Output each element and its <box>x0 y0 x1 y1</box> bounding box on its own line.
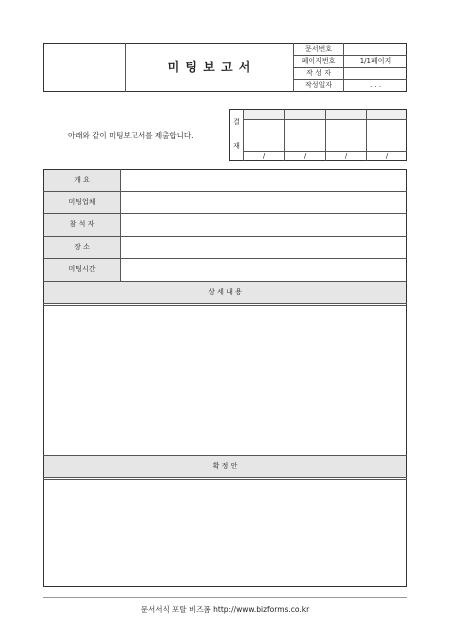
meta-label-page-number: 페이지번호 <box>301 57 336 65</box>
page-title: 미 팅 보 고 서 <box>167 60 252 74</box>
meta-value-page-number: 1/1페이지 <box>359 57 392 65</box>
field-label-company: 미팅업체 <box>68 198 96 206</box>
details-body[interactable] <box>48 310 402 450</box>
details-section-title: 상 세 내 용 <box>208 288 242 296</box>
approval-date-3[interactable]: / <box>344 152 348 160</box>
meta-value-date[interactable]: . . . <box>370 81 382 89</box>
approval-date-2[interactable]: / <box>303 152 307 160</box>
meta-label-author: 작 성 자 <box>306 69 331 77</box>
confirm-body[interactable] <box>48 484 402 580</box>
field-label-meeting-time: 미팅시간 <box>68 265 96 273</box>
approval-label-bottom: 재 <box>233 142 240 150</box>
approval-date-1[interactable]: / <box>262 152 266 160</box>
approval-date-4[interactable]: / <box>385 152 389 160</box>
meta-label-doc-number: 문서번호 <box>304 45 333 53</box>
field-label-attendees: 참 석 자 <box>69 220 95 228</box>
field-label-location: 장 소 <box>74 243 90 251</box>
confirm-section-title: 확 정 안 <box>212 462 238 470</box>
approval-label-top: 결 <box>233 118 240 126</box>
intro-text: 아래와 같이 미팅보고서를 제출합니다. <box>68 131 194 140</box>
field-label-overview: 개 요 <box>74 176 90 184</box>
footer-text: 문서서식 포탈 비즈폼 http://www.bizforms.co.kr <box>140 605 310 614</box>
meta-label-date: 작성일자 <box>304 81 333 89</box>
